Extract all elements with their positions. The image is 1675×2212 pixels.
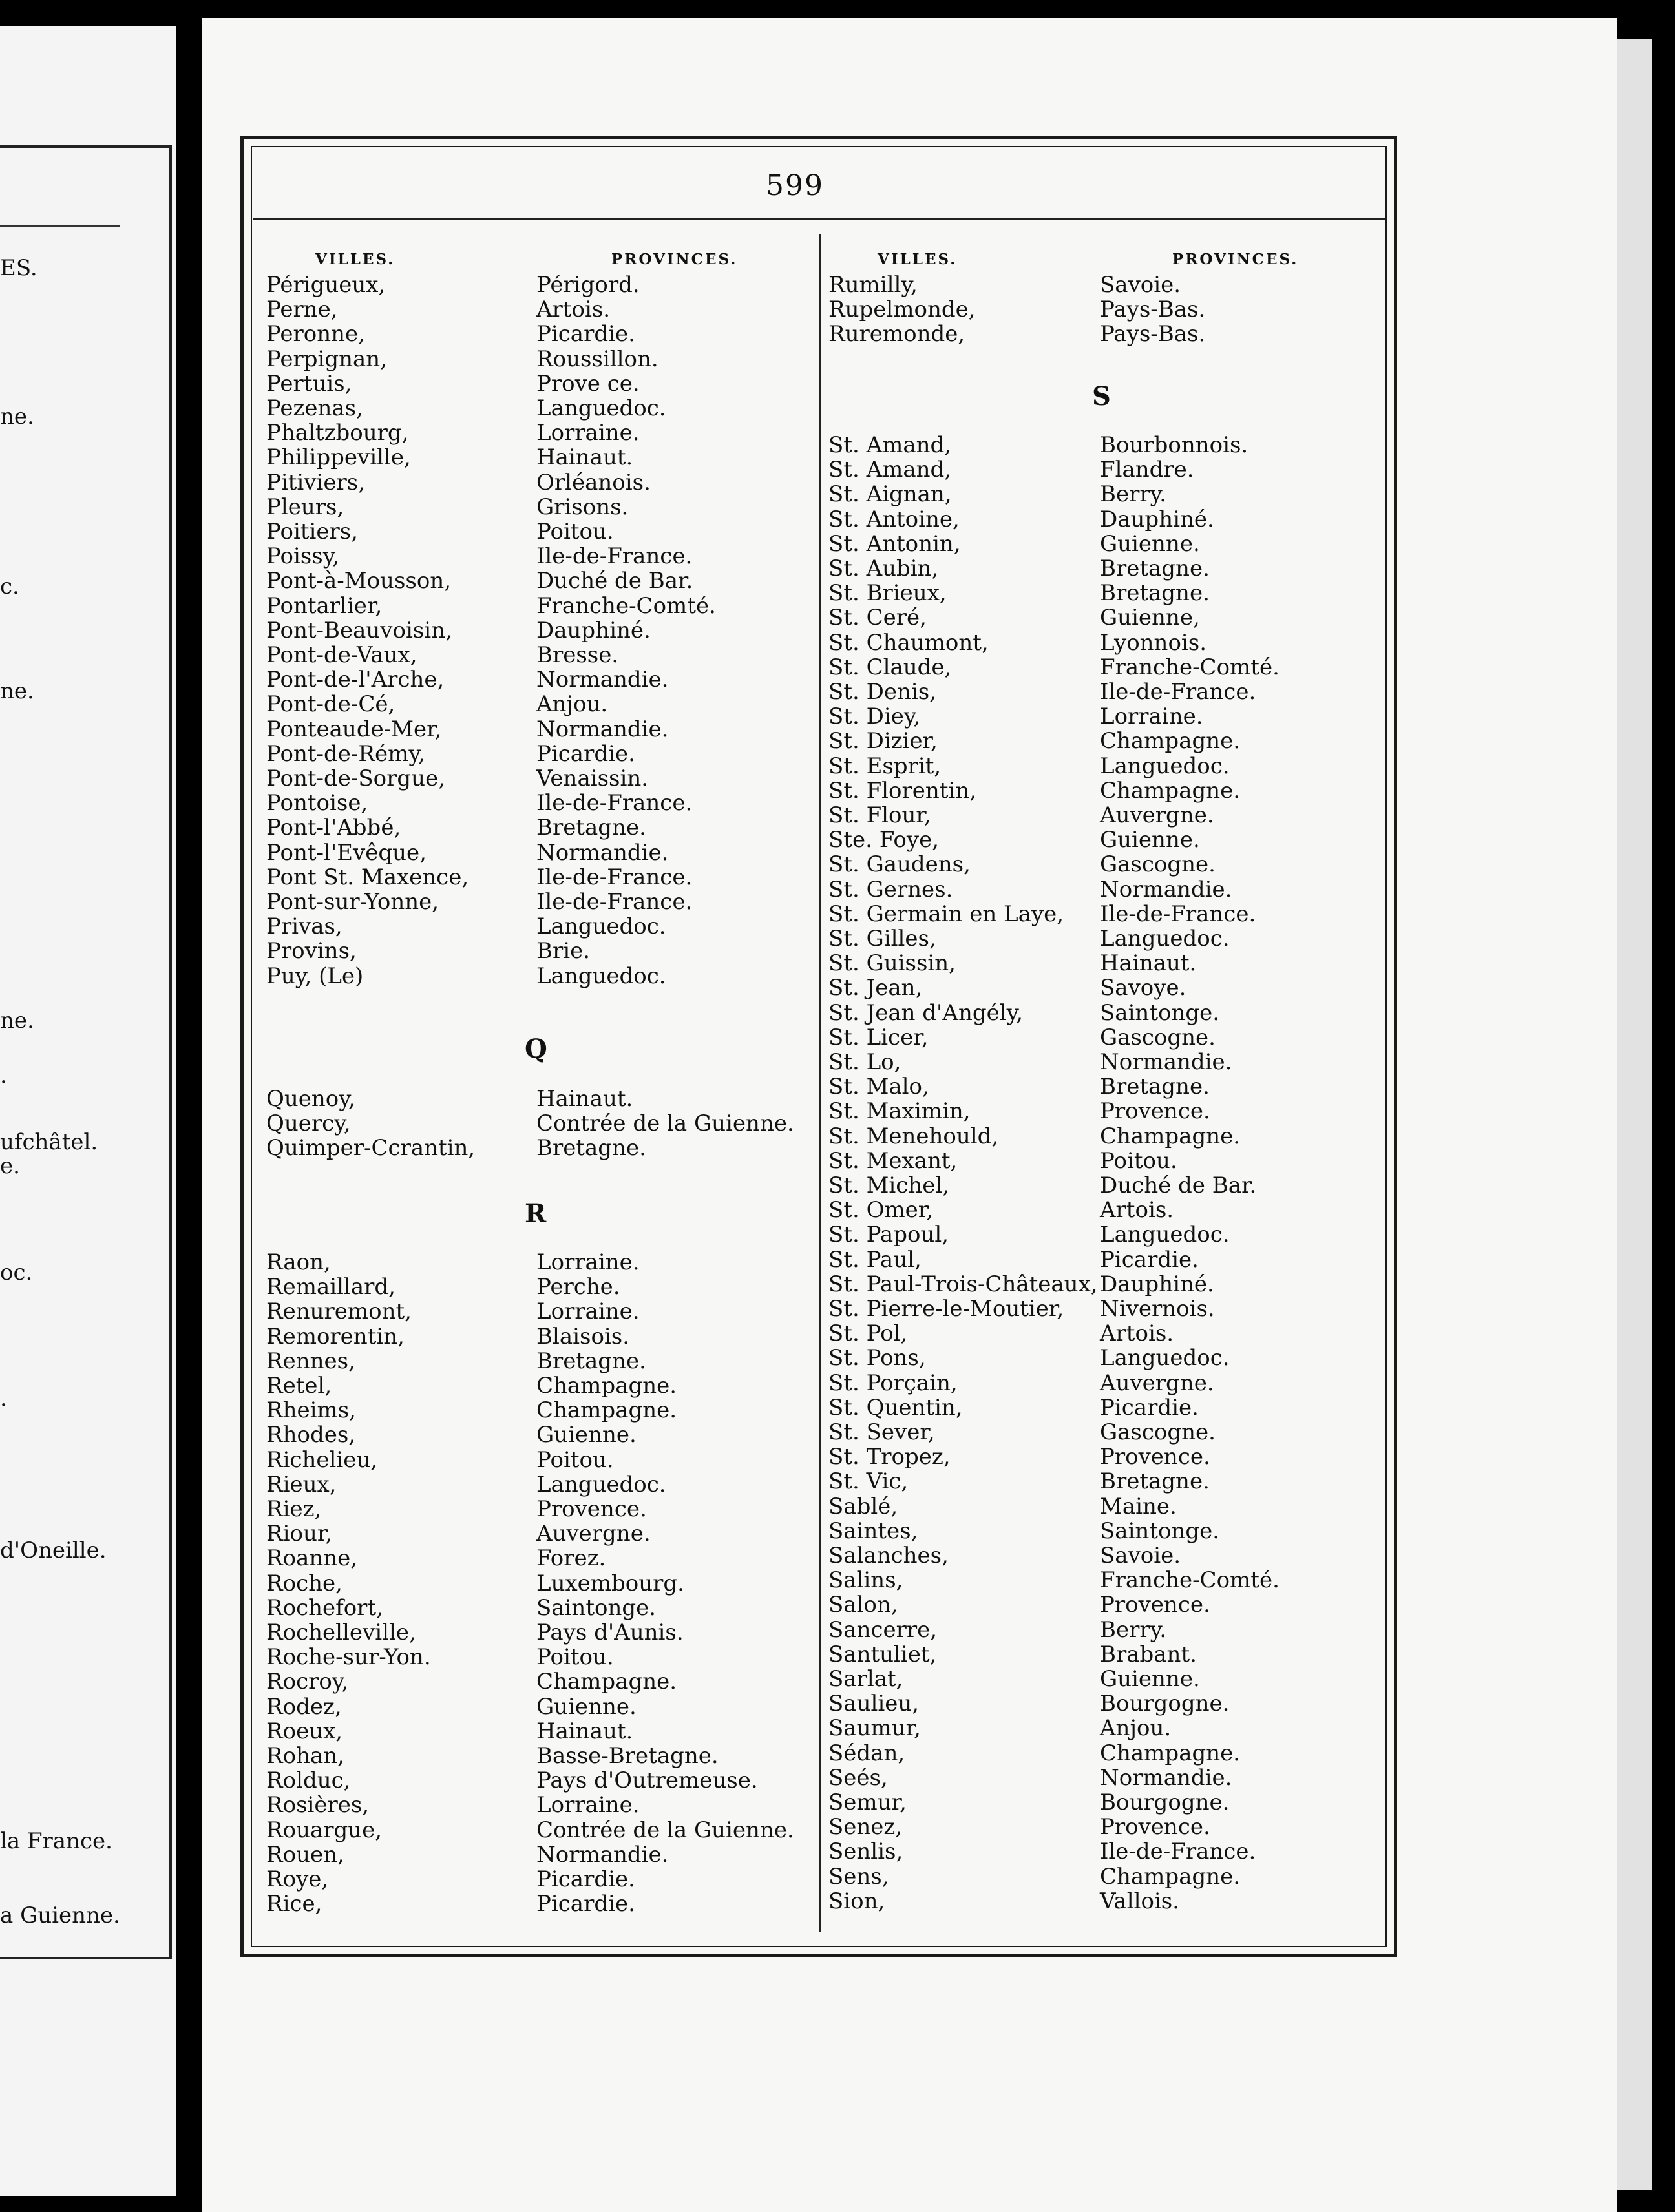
province-cell: Berry.: [1100, 1616, 1167, 1643]
province-cell: Ile-de-France.: [536, 790, 693, 817]
ville-cell: Richelieu,: [266, 1446, 378, 1473]
ville-cell: Ste. Foye,: [828, 827, 940, 853]
province-cell: Languedoc.: [536, 963, 666, 989]
province-cell: Duché de Bar.: [1100, 1173, 1257, 1198]
facing-page-text: a Guienne.: [0, 1903, 120, 1928]
ville-cell: St. Jean d'Angély,: [828, 999, 1024, 1026]
province-cell: Venaissin.: [536, 766, 649, 791]
province-cell: Normandie.: [1100, 876, 1232, 903]
page-edge: [1617, 39, 1652, 2190]
province-cell: Franche-Comté.: [1100, 1567, 1280, 1594]
province-cell: Ile-de-France.: [1100, 901, 1256, 927]
ville-cell: Rolduc,: [266, 1768, 351, 1794]
ville-cell: Rodez,: [266, 1693, 342, 1720]
province-cell: Lorraine.: [536, 420, 640, 446]
province-cell: Flandre.: [1100, 457, 1194, 483]
province-cell: Hainaut.: [536, 444, 633, 471]
ville-cell: Pont-de-Sorgue,: [266, 766, 445, 791]
province-cell: Artois.: [536, 297, 611, 323]
province-cell: Artois.: [1100, 1320, 1174, 1347]
ville-cell: Rupelmonde,: [828, 297, 976, 323]
facing-page-text: c.: [0, 574, 19, 600]
province-cell: Guienne,: [1100, 605, 1200, 631]
ville-cell: Pont-sur-Yonne,: [266, 889, 439, 915]
province-cell: Lorraine.: [536, 1299, 640, 1325]
province-cell: Bresse.: [536, 642, 619, 668]
ville-cell: Salanches,: [828, 1543, 949, 1569]
ville-cell: St. Vic,: [828, 1468, 909, 1495]
province-cell: Auvergne.: [536, 1521, 651, 1547]
ville-cell: Pont St. Maxence,: [266, 864, 469, 890]
ville-cell: Pontoise,: [266, 790, 368, 817]
province-cell: Languedoc.: [1100, 926, 1230, 952]
province-cell: Brie.: [536, 938, 591, 965]
ville-cell: Senez,: [828, 1814, 903, 1841]
ville-cell: Rumilly,: [828, 272, 918, 298]
province-cell: Hainaut.: [1100, 950, 1197, 977]
province-cell: Dauphiné.: [1100, 1271, 1214, 1297]
ville-cell: Périgueux,: [266, 272, 386, 298]
province-cell: Bourgogne.: [1100, 1789, 1230, 1815]
ville-cell: Salins,: [828, 1567, 903, 1594]
ville-cell: St. Flour,: [828, 802, 931, 828]
ville-cell: St. Amand,: [828, 457, 952, 483]
ville-cell: St. Gilles,: [828, 926, 936, 952]
province-cell: Provence.: [1100, 1814, 1210, 1841]
province-cell: Poitou.: [536, 1644, 614, 1671]
ville-cell: St. Antonin,: [828, 530, 961, 557]
province-cell: Saintonge.: [1100, 1518, 1220, 1544]
ville-cell: St. Florentin,: [828, 777, 977, 804]
ville-cell: Santuliet,: [828, 1641, 937, 1667]
ville-cell: St. Aignan,: [828, 481, 952, 508]
province-cell: Savoie.: [1100, 1543, 1181, 1569]
province-cell: Guienne.: [536, 1422, 637, 1448]
ville-cell: St. Tropez,: [828, 1444, 951, 1470]
header-villes-left: VILLES.: [315, 251, 395, 268]
ville-cell: Renuremont,: [266, 1299, 412, 1325]
ville-cell: Philippeville,: [266, 444, 411, 471]
ville-cell: Rocroy,: [266, 1669, 349, 1695]
province-cell: Anjou.: [1100, 1715, 1172, 1742]
ville-cell: Puy, (Le): [266, 963, 364, 989]
ville-cell: Rheims,: [266, 1397, 356, 1424]
header-provinces-right: PROVINCES.: [1172, 251, 1299, 268]
province-cell: Perche.: [536, 1274, 620, 1300]
ville-cell: Roche,: [266, 1570, 342, 1596]
ville-cell: Quenoy,: [266, 1086, 355, 1112]
facing-page-text: .: [0, 1063, 7, 1089]
ville-cell: Rhodes,: [266, 1422, 356, 1448]
province-cell: Languedoc.: [536, 395, 666, 421]
province-cell: Gascogne.: [1100, 1419, 1216, 1445]
facing-page-text: e.: [0, 1153, 20, 1179]
province-cell: Savoie.: [1100, 272, 1181, 298]
ville-cell: Seés,: [828, 1764, 888, 1791]
province-cell: Poitou.: [1100, 1147, 1177, 1174]
province-cell: Pays d'Outremeuse.: [536, 1768, 758, 1794]
ville-cell: Poissy,: [266, 543, 340, 570]
province-cell: Normandie.: [1100, 1049, 1232, 1075]
province-cell: Bretagne.: [1100, 1074, 1210, 1100]
province-cell: Champagne.: [1100, 1740, 1241, 1766]
province-cell: Normandie.: [536, 716, 669, 742]
ville-cell: Sarlat,: [828, 1666, 903, 1692]
ville-cell: St. Aubin,: [828, 556, 939, 581]
province-cell: Auvergne.: [1100, 1370, 1214, 1396]
province-cell: Grisons.: [536, 494, 629, 520]
province-cell: Dauphiné.: [536, 617, 651, 643]
ville-cell: Pontarlier,: [266, 592, 383, 619]
province-cell: Bretagne.: [536, 1135, 646, 1162]
province-cell: Bretagne.: [1100, 1468, 1210, 1495]
ville-cell: St. Amand,: [828, 432, 952, 458]
ville-cell: St. Denis,: [828, 679, 936, 705]
province-cell: Bretagne.: [536, 815, 646, 841]
province-cell: Languedoc.: [1100, 753, 1230, 779]
province-cell: Champagne.: [1100, 1863, 1241, 1890]
province-cell: Provence.: [1100, 1444, 1210, 1470]
province-cell: Provence.: [1100, 1098, 1210, 1125]
ville-cell: Pezenas,: [266, 395, 363, 421]
ville-cell: Riez,: [266, 1496, 322, 1522]
ville-cell: St. Pol,: [828, 1320, 908, 1347]
province-cell: Basse-Bretagne.: [536, 1743, 719, 1769]
ville-cell: Remaillard,: [266, 1274, 395, 1300]
province-cell: Saintonge.: [1100, 999, 1220, 1026]
province-cell: Guienne.: [536, 1693, 637, 1720]
ville-cell: Pont-de-Vaux,: [266, 642, 417, 668]
ville-cell: St. Menehould,: [828, 1123, 999, 1149]
ville-cell: Senlis,: [828, 1839, 903, 1865]
province-cell: Maine.: [1100, 1493, 1177, 1519]
ville-cell: St. Paul,: [828, 1246, 922, 1273]
province-cell: Poitou.: [536, 519, 614, 545]
ville-cell: St. Brieux,: [828, 580, 947, 607]
ville-cell: St. Germain en Laye,: [828, 901, 1064, 927]
ville-cell: St. Lo,: [828, 1049, 901, 1075]
ville-cell: Phaltzbourg,: [266, 420, 409, 446]
ville-cell: Ruremonde,: [828, 321, 965, 348]
ville-cell: Sablé,: [828, 1493, 898, 1519]
province-cell: Anjou.: [536, 691, 608, 718]
facing-page-text: .: [0, 1386, 7, 1412]
province-cell: Forez.: [536, 1545, 606, 1572]
province-cell: Picardie.: [536, 1891, 635, 1917]
ville-cell: St. Malo,: [828, 1074, 929, 1100]
ville-cell: Pont-de-Cé,: [266, 691, 395, 718]
province-cell: Gascogne.: [1100, 851, 1216, 878]
province-cell: Roussillon.: [536, 346, 658, 372]
ville-cell: Pont-de-l'Arche,: [266, 667, 445, 693]
province-cell: Brabant.: [1100, 1641, 1197, 1667]
ville-cell: Perne,: [266, 297, 338, 323]
province-cell: Pays-Bas.: [1100, 321, 1206, 348]
ville-cell: Pont-l'Abbé,: [266, 815, 401, 841]
ville-cell: Rouen,: [266, 1841, 344, 1868]
ville-cell: Pont-l'Evêque,: [266, 839, 427, 866]
facing-page-text: ne.: [0, 404, 34, 430]
section-letter-q: Q: [525, 1034, 547, 1064]
ville-cell: St. Antoine,: [828, 506, 960, 532]
ville-cell: St. Quentin,: [828, 1394, 963, 1421]
ville-cell: St. Esprit,: [828, 753, 942, 779]
province-cell: Gascogne.: [1100, 1024, 1216, 1050]
ville-cell: Rochelleville,: [266, 1620, 416, 1645]
province-cell: Berry.: [1100, 481, 1167, 508]
province-cell: Blaisois.: [536, 1323, 630, 1350]
ville-cell: Retel,: [266, 1373, 332, 1399]
province-cell: Languedoc.: [536, 1471, 666, 1497]
header-villes-right: VILLES.: [878, 251, 958, 268]
province-cell: Provence.: [1100, 1592, 1210, 1618]
province-cell: Pays-Bas.: [1100, 297, 1206, 323]
ville-cell: St. Papoul,: [828, 1222, 949, 1248]
ville-cell: Privas,: [266, 913, 342, 940]
ville-cell: Rouargue,: [266, 1817, 383, 1843]
province-cell: Picardie.: [1100, 1394, 1199, 1421]
province-cell: Lorraine.: [1100, 704, 1203, 730]
province-cell: Normandie.: [536, 667, 669, 693]
province-cell: Lorraine.: [536, 1249, 640, 1275]
page-frame-inner: [251, 146, 1387, 1947]
ville-cell: St. Jean,: [828, 975, 923, 1001]
facing-page-text: la France.: [0, 1828, 112, 1854]
ville-cell: St. Michel,: [828, 1173, 949, 1198]
ville-cell: Salon,: [828, 1592, 898, 1618]
ville-cell: St. Maximin,: [828, 1098, 971, 1125]
province-cell: Champagne.: [1100, 777, 1241, 804]
province-cell: Bretagne.: [1100, 580, 1210, 607]
ville-cell: Raon,: [266, 1249, 331, 1275]
ville-cell: St. Guissin,: [828, 950, 956, 977]
ville-cell: Saumur,: [828, 1715, 921, 1742]
ville-cell: St. Pierre-le-Moutier,: [828, 1296, 1064, 1322]
province-cell: Champagne.: [536, 1373, 677, 1399]
province-cell: Lorraine.: [536, 1792, 640, 1819]
facing-page-fragment: [0, 26, 176, 2196]
ville-cell: Sion,: [828, 1888, 885, 1914]
province-cell: Auvergne.: [1100, 802, 1214, 828]
ville-cell: Saintes,: [828, 1518, 918, 1544]
province-cell: Ile-de-France.: [536, 889, 693, 915]
ville-cell: Roye,: [266, 1866, 329, 1892]
province-cell: Guienne.: [1100, 1666, 1200, 1692]
section-letter-s: S: [1092, 381, 1111, 412]
facing-page-text: ufchâtel.: [0, 1129, 98, 1155]
province-cell: Ile-de-France.: [1100, 1839, 1256, 1865]
ville-cell: Sédan,: [828, 1740, 905, 1766]
province-cell: Guienne.: [1100, 827, 1200, 853]
ville-cell: Poitiers,: [266, 519, 359, 545]
province-cell: Saintonge.: [536, 1594, 657, 1621]
ville-cell: St. Gernes.: [828, 876, 953, 903]
province-cell: Champagne.: [1100, 1123, 1241, 1149]
ville-cell: St. Paul-Trois-Châteaux,: [828, 1271, 1098, 1297]
province-cell: Périgord.: [536, 272, 640, 298]
ville-cell: St. Porçain,: [828, 1370, 958, 1396]
ville-cell: St. Diey,: [828, 704, 921, 730]
ville-cell: Pleurs,: [266, 494, 344, 520]
ville-cell: Perpignan,: [266, 346, 387, 372]
province-cell: Franche-Comté.: [1100, 654, 1280, 680]
province-cell: Duché de Bar.: [536, 568, 693, 594]
ville-cell: Quercy,: [266, 1111, 351, 1137]
ville-cell: Sens,: [828, 1863, 889, 1890]
province-cell: Hainaut.: [536, 1086, 633, 1112]
ville-cell: Roanne,: [266, 1545, 358, 1572]
ville-cell: Remorentin,: [266, 1323, 405, 1350]
province-cell: Prove ce.: [536, 370, 640, 397]
province-cell: Ile-de-France.: [536, 864, 693, 890]
ville-cell: St. Licer,: [828, 1024, 929, 1050]
province-cell: Champagne.: [1100, 728, 1241, 755]
province-cell: Normandie.: [536, 839, 669, 866]
ville-cell: Saulieu,: [828, 1691, 920, 1717]
province-cell: Lyonnois.: [1100, 629, 1207, 656]
province-cell: Franche-Comté.: [536, 592, 716, 619]
province-cell: Ile-de-France.: [536, 543, 693, 570]
province-cell: Normandie.: [1100, 1764, 1232, 1791]
facing-page-text: oc.: [0, 1260, 33, 1286]
facing-page-text: ES.: [0, 255, 37, 281]
province-cell: Contrée de la Guienne.: [536, 1817, 794, 1843]
ville-cell: St. Sever,: [828, 1419, 935, 1445]
ville-cell: Rosières,: [266, 1792, 370, 1819]
ville-cell: St. Gaudens,: [828, 851, 971, 878]
facing-page-text: ne.: [0, 1008, 34, 1034]
facing-page-text: d'Oneille.: [0, 1538, 107, 1563]
province-cell: Guienne.: [1100, 530, 1200, 557]
province-cell: Luxembourg.: [536, 1570, 684, 1596]
ville-cell: Quimper-Ccrantin,: [266, 1135, 476, 1162]
province-cell: Poitou.: [536, 1446, 614, 1473]
province-cell: Vallois.: [1100, 1888, 1180, 1914]
ville-cell: Pont-de-Rémy,: [266, 740, 425, 767]
column-divider: [819, 234, 821, 1932]
province-cell: Picardie.: [536, 321, 635, 348]
facing-page-text: ne.: [0, 678, 34, 704]
province-cell: Picardie.: [536, 1866, 635, 1892]
header-provinces-left: PROVINCES.: [611, 251, 738, 268]
facing-page-rule: [0, 225, 120, 227]
ville-cell: Ponteaude-Mer,: [266, 716, 442, 742]
section-letter-r: R: [525, 1198, 547, 1229]
ville-cell: Riour,: [266, 1521, 333, 1547]
province-cell: Bretagne.: [536, 1348, 646, 1374]
ville-cell: St. Omer,: [828, 1197, 934, 1224]
ville-cell: Roche-sur-Yon.: [266, 1644, 431, 1671]
ville-cell: St. Ceré,: [828, 605, 927, 631]
ville-cell: Rohan,: [266, 1743, 344, 1769]
header-rule: [253, 218, 1385, 220]
ville-cell: Roeux,: [266, 1718, 343, 1744]
province-cell: Hainaut.: [536, 1718, 633, 1744]
ville-cell: Pitiviers,: [266, 469, 365, 496]
province-cell: Normandie.: [536, 1841, 669, 1868]
ville-cell: Peronne,: [266, 321, 365, 348]
province-cell: Ile-de-France.: [1100, 679, 1256, 705]
ville-cell: Pont-Beauvoisin,: [266, 617, 452, 643]
ville-cell: St. Mexant,: [828, 1147, 958, 1174]
ville-cell: Rochefort,: [266, 1594, 383, 1621]
province-cell: Bourgogne.: [1100, 1691, 1230, 1717]
ville-cell: St. Claude,: [828, 654, 952, 680]
province-cell: Champagne.: [536, 1397, 677, 1424]
province-cell: Champagne.: [536, 1669, 677, 1695]
province-cell: Provence.: [536, 1496, 647, 1522]
province-cell: Languedoc.: [1100, 1222, 1230, 1248]
ville-cell: Pertuis,: [266, 370, 352, 397]
province-cell: Bretagne.: [1100, 556, 1210, 581]
province-cell: Pays d'Aunis.: [536, 1620, 684, 1645]
province-cell: Artois.: [1100, 1197, 1174, 1224]
ville-cell: Rice,: [266, 1891, 322, 1917]
ville-cell: Sancerre,: [828, 1616, 938, 1643]
ville-cell: Pont-à-Mousson,: [266, 568, 452, 594]
ville-cell: Provins,: [266, 938, 357, 965]
province-cell: Nivernois.: [1100, 1296, 1215, 1322]
ville-cell: Semur,: [828, 1789, 907, 1815]
province-cell: Languedoc.: [1100, 1345, 1230, 1372]
page-number: 599: [766, 169, 824, 202]
province-cell: Savoye.: [1100, 975, 1186, 1001]
ville-cell: St. Dizier,: [828, 728, 938, 755]
province-cell: Dauphiné.: [1100, 506, 1214, 532]
province-cell: Picardie.: [1100, 1246, 1199, 1273]
province-cell: Bourbonnois.: [1100, 432, 1248, 458]
province-cell: Languedoc.: [536, 913, 666, 940]
province-cell: Contrée de la Guienne.: [536, 1111, 794, 1137]
ville-cell: St. Pons,: [828, 1345, 926, 1372]
ville-cell: St. Chaumont,: [828, 629, 989, 656]
province-cell: Orléanois.: [536, 469, 651, 496]
ville-cell: Rieux,: [266, 1471, 337, 1497]
ville-cell: Rennes,: [266, 1348, 355, 1374]
province-cell: Picardie.: [536, 740, 635, 767]
